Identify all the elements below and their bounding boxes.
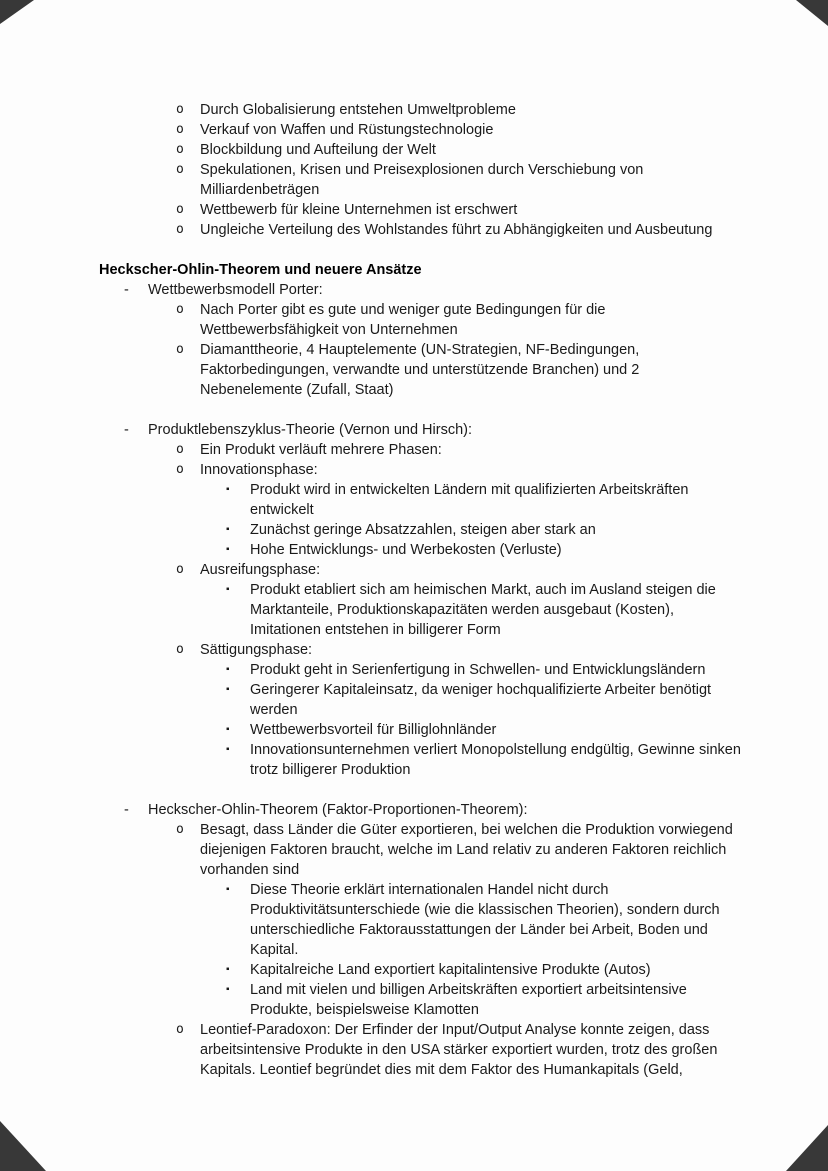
list-item-text: Produkt etabliert sich am heimischen Markt, auch im Ausland steigen die Marktanteile, Produktionskapazitäten werden ausgebaut (Kosten), Imitationen entstehen in billigerer Form [250,582,716,638]
list-item [0,100,742,120]
dash-bullet-icon: - [124,282,129,298]
circle-bullet-icon: o [176,142,184,157]
section-heading: Heckscher-Ohlin-Theorem und neuere Ansätze [99,262,422,278]
list-item [0,820,742,880]
list-item-text: Spekulationen, Krisen und Preisexplosionen durch Verschiebung von Milliardenbeträgen [200,162,644,198]
list-item [0,160,742,200]
list-item-text: Kapitalreiche Land exportiert kapitalintensive Produkte (Autos) [250,962,651,978]
list-item [0,120,742,140]
list-item-text: Diese Theorie erklärt internationalen Handel nicht durch Produktivitätsunterschiede (wie die klassischen Theorien), sondern durch unterschiedliche Faktorausstattungen der Länder bei Arbeit, Boden und Kapital. [250,882,720,958]
dash-bullet-icon: - [124,422,129,438]
list-item-text: Wettbewerbsmodell Porter: [148,282,323,298]
list-item [0,580,742,640]
circle-bullet-icon: o [176,122,184,137]
list-item [0,420,742,440]
list-item [0,1020,742,1080]
list-item-text: Besagt, dass Länder die Güter exportieren, bei welchen die Produktion vorwiegend diejenigen Faktoren braucht, welche im Land relativ zu anderen Faktoren reichlich vorhanden sind [200,822,733,878]
list-item-text: Innovationsphase: [200,462,318,478]
blank-line [0,400,742,420]
list-item [0,880,742,960]
list-item-text: Innovationsunternehmen verliert Monopolstellung endgültig, Gewinne sinken trotz billigerer Produktion [250,742,741,778]
list-item [0,340,742,400]
square-bullet-icon: ▪ [226,544,230,555]
list-item-text: Ausreifungsphase: [200,562,321,578]
list-item [0,480,742,520]
circle-bullet-icon: o [176,202,184,217]
list-item [0,960,742,980]
list-item-text: Leontief-Paradoxon: Der Erfinder der Input/Output Analyse konnte zeigen, dass arbeitsintensive Produkte in den USA stärker exportiert wurden, trotz des großen Kapitals. Leontief begründet dies mit dem Faktor des Humankapitals (Geld, [200,1022,718,1078]
list-item [0,980,742,1020]
list-item-text: Geringerer Kapitaleinsatz, da weniger hochqualifizierte Arbeiter benötigt werden [250,682,712,718]
circle-bullet-icon: o [176,102,184,117]
circle-bullet-icon: o [176,342,184,357]
square-bullet-icon: ▪ [226,664,230,675]
square-bullet-icon: ▪ [226,884,230,895]
circle-bullet-icon: o [176,822,184,837]
circle-bullet-icon: o [176,1022,184,1037]
list-item [0,540,742,560]
square-bullet-icon: ▪ [226,524,230,535]
square-bullet-icon: ▪ [226,724,230,735]
list-item [0,800,742,820]
list-item-text: Ein Produkt verläuft mehrere Phasen: [200,442,442,458]
list-item [0,220,742,240]
circle-bullet-icon: o [176,302,184,317]
list-item [0,140,742,160]
list-item-text: Sättigungsphase: [200,642,313,658]
list-item-text: Nach Porter gibt es gute und weniger gute Bedingungen für die Wettbewerbsfähigkeit von Unternehmen [200,302,606,338]
circle-bullet-icon: o [176,462,184,477]
list-item [0,740,742,780]
list-item-text: Hohe Entwicklungs- und Werbekosten (Verluste) [250,542,562,558]
list-item [0,640,742,660]
square-bullet-icon: ▪ [226,484,230,495]
list-item [0,560,742,580]
square-bullet-icon: ▪ [226,744,230,755]
list-item-text: Wettbewerbsvorteil für Billiglohnländer [250,722,497,738]
list-item-text: Heckscher-Ohlin-Theorem (Faktor-Proportionen-Theorem): [148,802,528,818]
square-bullet-icon: ▪ [226,984,230,995]
list-item [0,300,742,340]
square-bullet-icon: ▪ [226,584,230,595]
list-item-text: Blockbildung und Aufteilung der Welt [200,142,436,158]
list-item [0,680,742,720]
blank-line [0,240,742,260]
list-item [0,200,742,220]
square-bullet-icon: ▪ [226,964,230,975]
list-item-text: Produkt wird in entwickelten Ländern mit qualifizierten Arbeitskräften entwickelt [250,482,689,518]
list-item-text: Zunächst geringe Absatzzahlen, steigen aber stark an [250,522,596,538]
list-item-text: Produkt geht in Serienfertigung in Schwellen- und Entwicklungsländern [250,662,706,678]
list-item [0,720,742,740]
circle-bullet-icon: o [176,222,184,237]
circle-bullet-icon: o [176,562,184,577]
list-item-text: Durch Globalisierung entstehen Umweltprobleme [200,102,516,118]
scan-corner-bottom-left [0,1121,46,1171]
dash-bullet-icon: - [124,802,129,818]
list-item-text: Land mit vielen und billigen Arbeitskräften exportiert arbeitsintensive Produkte, beispielsweise Klamotten [250,982,687,1018]
blank-line [0,780,742,800]
scan-corner-bottom-right [786,1125,828,1171]
list-item-text: Ungleiche Verteilung des Wohlstandes führt zu Abhängigkeiten und Ausbeutung [200,222,713,238]
list-item [0,520,742,540]
circle-bullet-icon: o [176,442,184,457]
list-item-text: Wettbewerb für kleine Unternehmen ist erschwert [200,202,518,218]
list-item [0,660,742,680]
list-item-text: Produktlebenszyklus-Theorie (Vernon und Hirsch): [148,422,472,438]
list-item-text: Diamanttheorie, 4 Hauptelemente (UN-Strategien, NF-Bedingungen, Faktorbedingungen, verwandte und unterstützende Branchen) und 2 Nebenelemente (Zufall, Staat) [200,342,640,398]
list-item-text: Verkauf von Waffen und Rüstungstechnologie [200,122,494,138]
square-bullet-icon: ▪ [226,684,230,695]
list-item [0,460,742,480]
circle-bullet-icon: o [176,162,184,177]
list-item [0,440,742,460]
list-item [0,280,742,300]
circle-bullet-icon: o [176,642,184,657]
